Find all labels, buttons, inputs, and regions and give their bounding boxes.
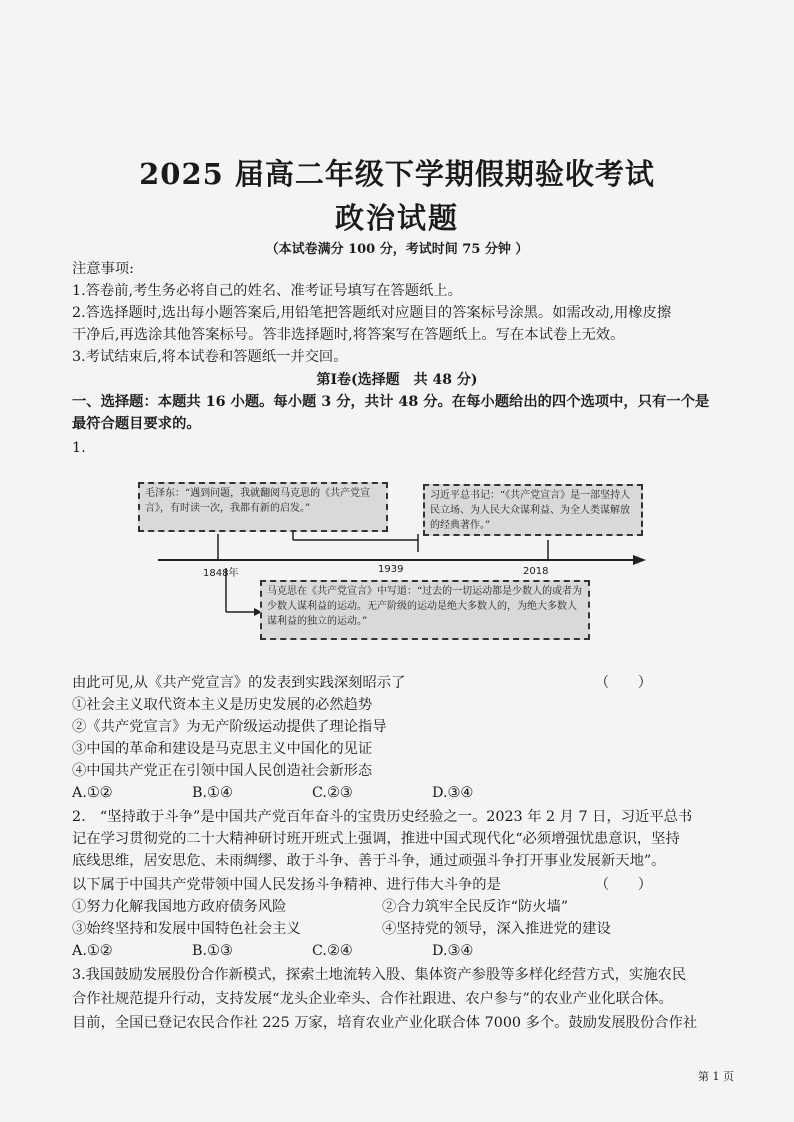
option-d: D.③④ (432, 785, 474, 801)
year-label: 1848年 (203, 568, 239, 579)
timeline-diagram (128, 472, 648, 647)
statement-item: ④中国共产党正在引领中国人民创造社会新形态 (72, 763, 373, 779)
question-stem-text: 由此可见,从《共产党宣言》的发表到实践深刻昭示了 (72, 675, 406, 691)
note-item: 干净后,再选涂其他答案标号。答非选择题时,将答案写在答题纸上。写在本试卷上无效。 (72, 327, 625, 343)
statement-item: ①努力化解我国地方政府债务风险 (72, 899, 287, 915)
question-stem (72, 672, 732, 694)
statement-row (72, 896, 732, 918)
option-c: C.②③ (312, 785, 353, 801)
question-text: 2. “坚持敢于斗争”是中国共产党百年奋斗的宝贵历史经验之一。2023 年 2 月 7 日，习近平总书 (72, 809, 693, 825)
exam-subject: 政治试题 (334, 201, 459, 235)
answer-paren: （ ） (594, 877, 652, 893)
statement-row (72, 918, 732, 940)
exam-info: （本试卷满分 100 分，考试时间 75 分钟 ） (265, 242, 529, 257)
statement-item: ①社会主义取代资本主义是历史发展的必然趋势 (72, 697, 373, 713)
question-text: 记在学习贯彻党的二十大精神研讨班开班式上强调，推进中国式现代化“必须增强忧患意识，坚持 (72, 831, 680, 847)
note-item: 3.考试结束后,将本试卷和答题纸一并交回。 (72, 349, 348, 365)
answer-options (72, 940, 732, 962)
question-text: 3.我国鼓励发展股份合作新模式，探索土地流转入股、集体资产参股等多样化经营方式，实施农民 (72, 967, 687, 983)
option-a: A.①② (72, 785, 113, 801)
note-item: 2.答选择题时,选出每小题答案后,用铅笔把答题纸对应题目的答案标号涂黑。如需改动,用橡皮擦 (72, 305, 672, 321)
statement-item: ③始终坚持和发展中国特色社会主义 (72, 921, 301, 937)
year-label: 1939 (378, 564, 404, 575)
year-label: 2018 (523, 566, 549, 577)
answer-paren: （ ） (594, 675, 652, 691)
option-c: C.②④ (312, 943, 353, 959)
notes-heading: 注意事项: (72, 261, 135, 277)
quote-box-marx: 马克思在《共产党宣言》中写道：“过去的一切运动都是少数人的或者为少数人谋利益的运动。无产阶级的运动是绝大多数人的，为绝大多数人谋利益的独立的运动。” (260, 580, 590, 640)
question-stem-text: 以下属于中国共产党带领中国人民发扬斗争精神、进行伟大斗争的是 (72, 877, 501, 893)
section-heading: 第Ⅰ卷(选择题 共 48 分) (316, 372, 478, 388)
question-text: 底线思维，居安思危、未雨绸缪、敢于斗争、善于斗争，通过顽强斗争打开事业发展新天地”。 (72, 853, 666, 869)
quote-box-xi: 习近平总书记：“《共产党宣言》是一部坚持人民立场、为人民大众谋利益、为全人类谋解放的经典著作。” (423, 484, 643, 536)
statement-item: ③中国的革命和建设是马克思主义中国化的见证 (72, 741, 373, 757)
page-number: 第 1 页 (698, 1070, 734, 1083)
question-text: 合作社规范提升行动，支持发展“龙头企业牵头、合作社跟进、农户参与”的农业产业化联合体。 (72, 991, 673, 1007)
option-a: A.①② (72, 943, 113, 959)
option-b: B.①③ (192, 943, 233, 959)
question-number: 1. (72, 440, 86, 456)
answer-options (72, 782, 732, 804)
statement-item: ②《共产党宣言》为无产阶级运动提供了理论指导 (72, 719, 387, 735)
statement-item: ②合力筑牢全民反诈“防火墙” (382, 899, 569, 915)
question-text: 目前，全国已登记农民合作社 225 万家，培育农业产业化联合体 7000 多个。鼓励发展股份合作社 (72, 1015, 698, 1031)
section-instruction-cont: 最符合题目要求的。 (72, 416, 201, 432)
exam-title: 2025 届高二年级下学期假期验收考试 (139, 157, 655, 191)
note-item: 1.答卷前,考生务必将自己的姓名、准考证号填写在答题纸上。 (72, 283, 462, 299)
statement-item: ④坚持党的领导，深入推进党的建设 (382, 921, 611, 937)
question-stem (72, 874, 732, 896)
option-d: D.③④ (432, 943, 474, 959)
section-instruction: 一、选择题：本题共 16 小题。每小题 3 分，共计 48 分。在每小题给出的四个选项中，只有一个是 (72, 394, 710, 410)
option-b: B.①④ (192, 785, 233, 801)
quote-box-mao: 毛泽东：“遇到问题，我就翻阅马克思的《共产党宣言》，有时读一次，我都有新的启发。” (138, 482, 388, 532)
